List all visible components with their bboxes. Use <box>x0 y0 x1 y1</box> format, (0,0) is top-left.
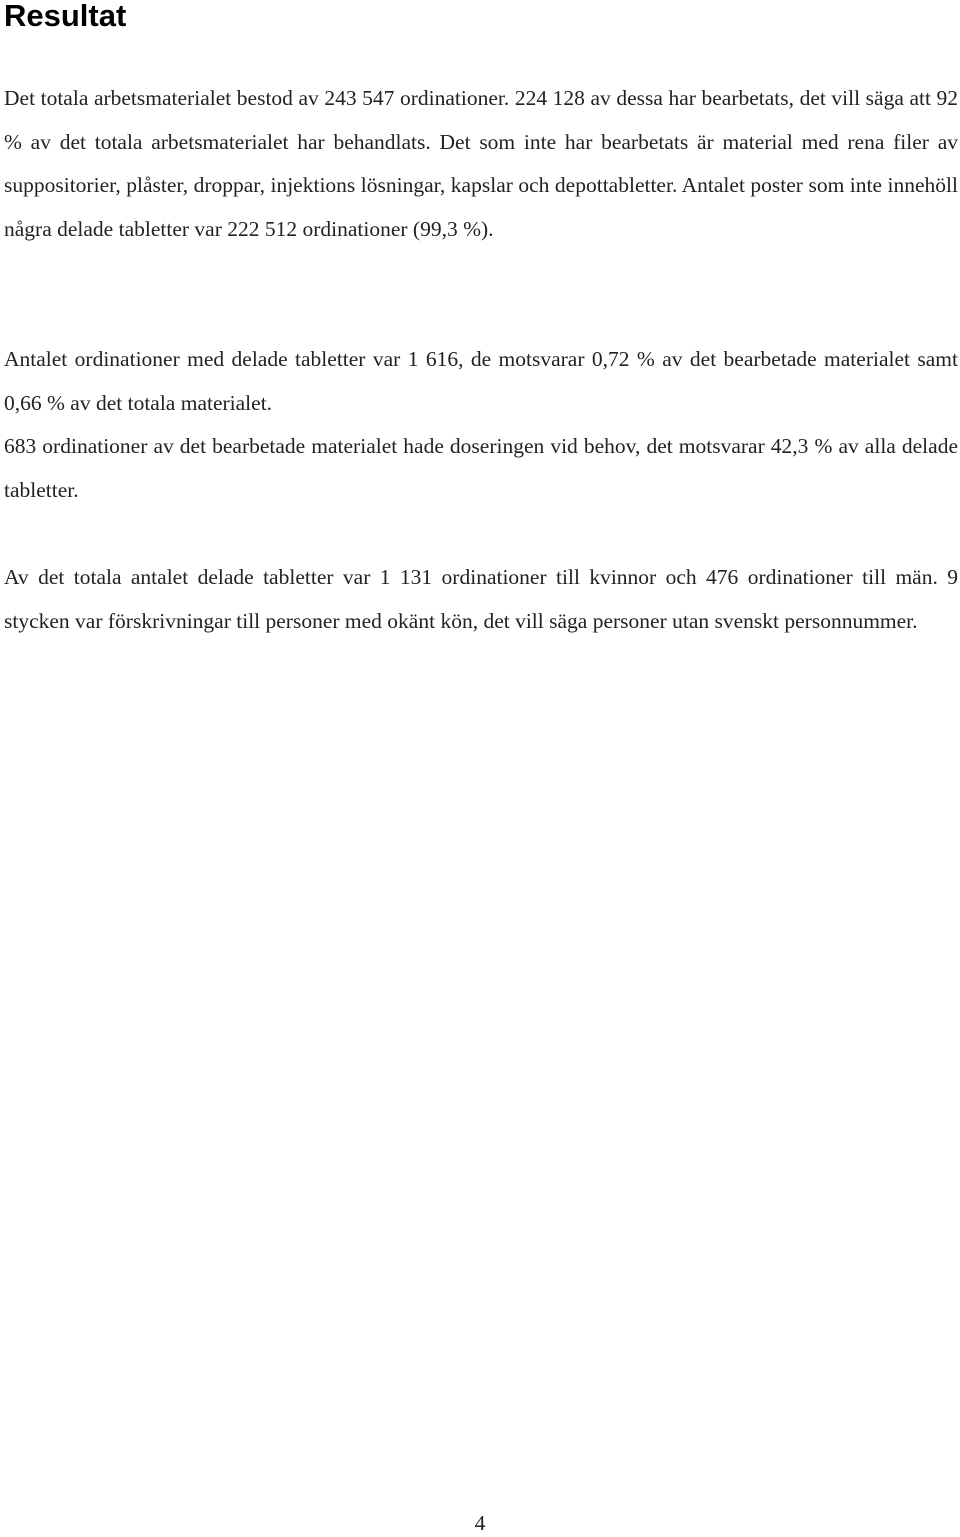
page-number: 4 <box>474 1511 486 1535</box>
paragraph-as-needed-dosing: 683 ordinationer av det bearbetade materialet hade doseringen vid behov, det motsvarar 42,3 % av alla delade tabletter. <box>4 434 958 502</box>
paragraph-split-tablets: Antalet ordinationer med delade tabletter var 1 616, de motsvarar 0,72 % av det bearbetade materialet samt 0,66 % av det totala materialet. <box>4 347 958 415</box>
paragraph-material-overview: Det totala arbetsmaterialet bestod av 243 547 ordinationer. 224 128 av dessa har bearbetats, det vill säga att 92 % av det totala arbetsmaterialet har behandlats. Det som inte har bearbetats är material med rena filer av suppositorier, plåster, droppar, injektions lösningar, kapslar och depottabletter. Antalet poster som inte innehöll några delade tabletter var 222 512 ordinationer (99,3 %). <box>4 86 958 241</box>
section-heading: Resultat <box>4 0 127 33</box>
paragraph-gender-distribution: Av det totala antalet delade tabletter var 1 131 ordinationer till kvinnor och 476 ordinationer till män. 9 stycken var förskrivningar till personer med okänt kön, det vill säga personer utan svenskt personnummer. <box>4 565 958 633</box>
